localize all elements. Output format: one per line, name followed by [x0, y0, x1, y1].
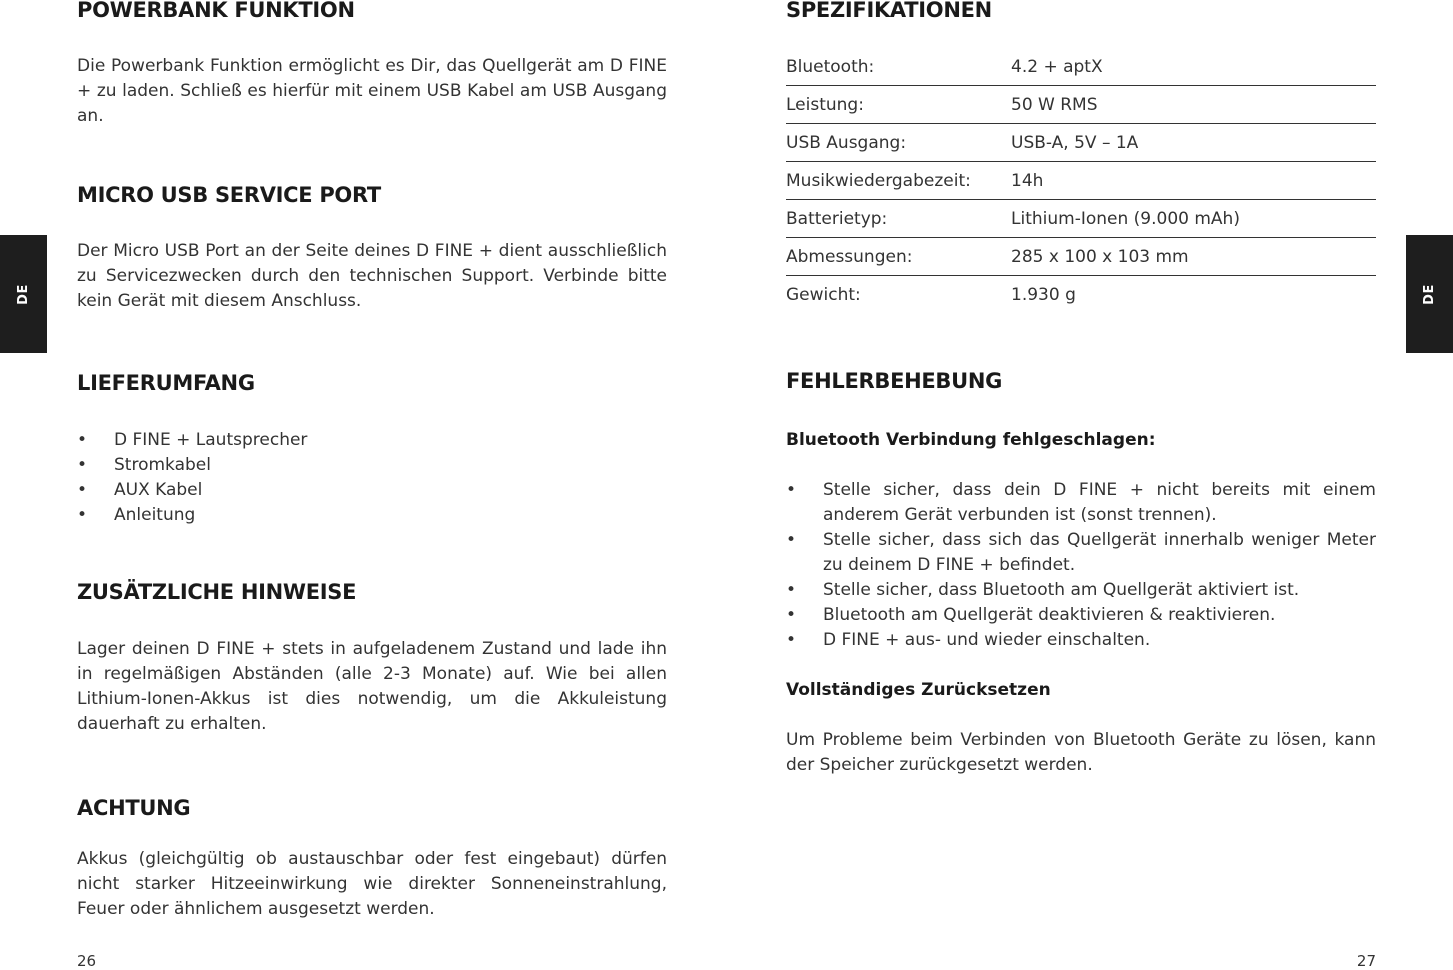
table-row: Gewicht: 1.930 g	[786, 284, 1076, 305]
language-tab-label: DE	[1421, 283, 1437, 305]
lieferumfang-heading: LIEFERUMFANG	[77, 371, 255, 395]
table-row: Batterietyp: Lithium-Ionen (9.000 mAh)	[786, 200, 1376, 238]
list-item: • Stelle sicher, dass dein D FINE + nicht bereits mit einem anderem Gerät verbunden ist (sonst trennen).	[786, 480, 1376, 525]
list-item: • D FINE + Lautsprecher	[77, 430, 308, 450]
list-item: • Stromkabel	[77, 455, 211, 475]
table-row: Musikwiedergabezeit: 14h	[786, 162, 1376, 200]
spezifikationen-heading: SPEZIFIKATIONEN	[786, 0, 992, 22]
powerbank-heading: POWERBANK FUNKTION	[77, 0, 355, 22]
hinweise-text: Lager deinen D FINE + stets in aufgeladenem Zustand und lade ihn in regelmäßigen Abständen (alle 2-3 Monate) auf. Wie bei allen Lithium-Ionen-Akkus ist dies notwendig, um die Akkuleistung dauerhaft zu erhalten.	[77, 639, 667, 734]
powerbank-text: Die Powerbank Funktion ermöglicht es Dir, das Quellgerät am D FINE + zu laden. Schließ es hierfür mit einem USB Kabel am USB Ausgang an.	[77, 56, 667, 126]
list-item: • Anleitung	[77, 505, 196, 525]
spec-table	[786, 48, 1376, 313]
lieferumfang-list	[77, 428, 667, 528]
language-tab-right	[1406, 235, 1453, 353]
page-number-left: 26	[77, 952, 97, 970]
reset-text: Um Probleme beim Verbinden von Bluetooth Geräte zu lösen, kann der Speicher zurückgesetzt werden.	[786, 730, 1376, 775]
fehlerbehebung-list	[786, 478, 1376, 653]
page-number-right: 27	[1356, 952, 1376, 970]
table-row: Abmessungen: 285 x 100 x 103 mm	[786, 238, 1376, 276]
fehlerbehebung-heading: FEHLERBEHEBUNG	[786, 369, 1003, 393]
achtung-heading: ACHTUNG	[77, 796, 191, 820]
micro-usb-text: Der Micro USB Port an der Seite deines D FINE + dient ausschließlich zu Servicezwecken durch den technischen Support. Verbinde bitte kein Gerät mit diesem Anschluss.	[77, 241, 667, 311]
bluetooth-subheading: Bluetooth Verbindung fehlgeschlagen:	[786, 430, 1156, 450]
list-item: • Bluetooth am Quellgerät deaktivieren & reaktivieren.	[786, 605, 1276, 625]
achtung-text: Akkus (gleichgültig ob austauschbar oder fest eingebaut) dürfen nicht starker Hitzeeinwirkung wie direkter Sonneneinstrahlung, Feuer oder ähnlichem ausgesetzt werden.	[77, 849, 667, 919]
table-row: USB Ausgang: USB-A, 5V – 1A	[786, 124, 1376, 162]
hinweise-heading: ZUSÄTZLICHE HINWEISE	[77, 580, 357, 604]
list-item: • Stelle sicher, dass sich das Quellgerät innerhalb weniger Meter zu deinem D FINE + befindet.	[786, 530, 1376, 575]
language-tab-label: DE	[15, 283, 31, 305]
language-tab-left	[0, 235, 47, 353]
micro-usb-heading: MICRO USB SERVICE PORT	[77, 183, 381, 207]
list-item: • Stelle sicher, dass Bluetooth am Quellgerät aktiviert ist.	[786, 580, 1300, 600]
table-row: Leistung: 50 W RMS	[786, 86, 1376, 124]
list-item: • AUX Kabel	[77, 480, 203, 500]
list-item: • D FINE + aus- und wieder einschalten.	[786, 630, 1151, 650]
table-row: Bluetooth: 4.2 + aptX	[786, 48, 1376, 86]
reset-subheading: Vollständiges Zurücksetzen	[786, 680, 1051, 700]
